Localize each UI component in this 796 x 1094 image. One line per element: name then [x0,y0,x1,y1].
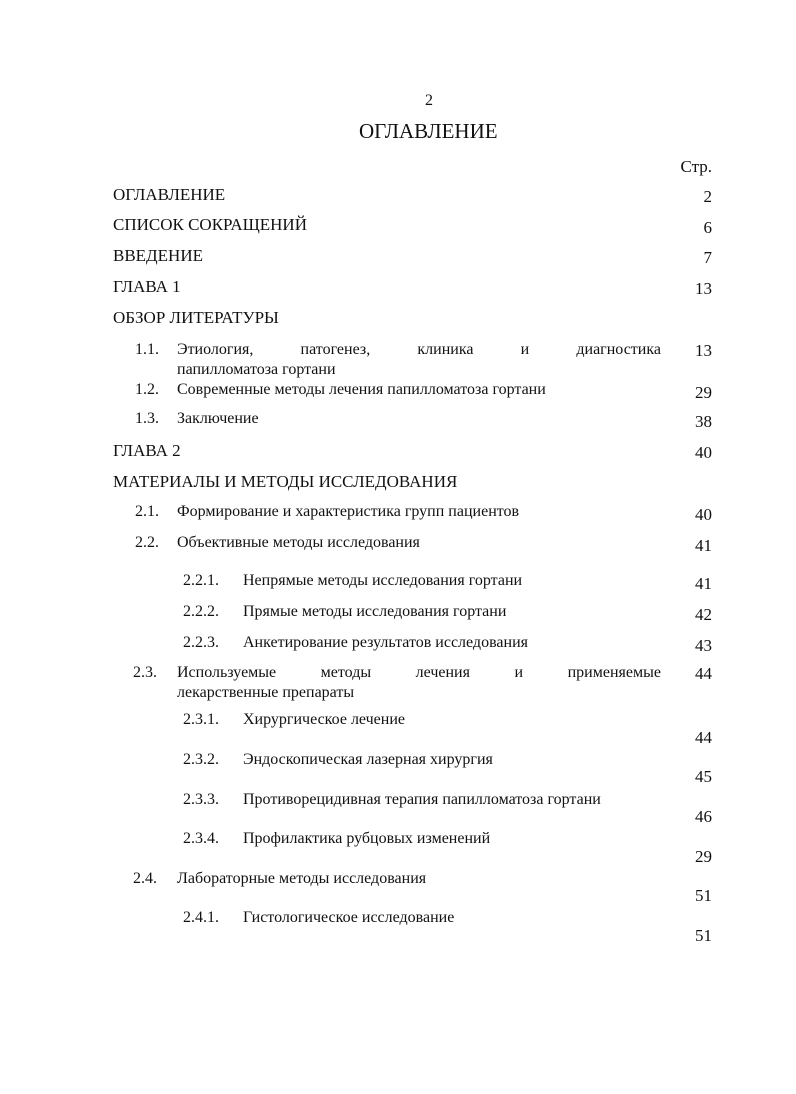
toc-entry-number: 2.3.3. [183,791,219,808]
toc-page-number: 51 [695,886,712,905]
toc-page-number: 7 [703,248,712,267]
toc-entry-title: МАТЕРИАЛЫ И МЕТОДЫ ИССЛЕДОВАНИЯ [113,472,458,491]
toc-entry-title-justified [177,342,661,358]
toc-word: диагностика [576,341,661,358]
toc-page-number: 51 [695,926,712,945]
toc-entry-title: Противорецидивная терапия папилломатоза гортани [243,791,601,808]
toc-entry-number: 2.2. [135,534,159,551]
toc-entry-number: 2.2.3. [183,634,219,651]
toc-page-number: 45 [695,767,712,786]
toc-word: и [514,664,524,681]
toc-title: ОГЛАВЛЕНИЕ [359,119,498,143]
toc-entry-title: Непрямые методы исследования гортани [243,572,523,589]
page-number: 2 [425,92,433,109]
toc-entry-title: ГЛАВА 1 [113,277,181,296]
toc-word: применяемые [567,664,661,681]
toc-word: клиника [417,341,474,358]
toc-entry-title: Эндоскопическая лазерная хирургия [243,751,493,768]
toc-entry-title-line2: лекарственные препараты [177,684,355,701]
toc-page-number: 41 [695,536,712,555]
toc-entry-number: 2.3. [133,664,157,681]
toc-page-number: 29 [695,383,712,402]
toc-page-number: 44 [695,728,712,747]
toc-entry-number: 1.2. [135,381,159,398]
toc-word: патогенез, [300,341,371,358]
toc-entry-title: Формирование и характеристика групп пациентов [177,503,520,520]
toc-entry-title-line2: папилломатоза гортани [177,361,336,378]
toc-entry-title: Профилактика рубцовых изменений [243,830,491,847]
toc-entry-number: 2.3.2. [183,751,219,768]
toc-entry-number: 2.1. [135,503,159,520]
toc-page-number: 29 [695,847,712,866]
toc-entry-title: ГЛАВА 2 [113,441,181,460]
toc-entry-title: Объективные методы исследования [177,534,420,551]
toc-entry-title: Лабораторные методы исследования [177,870,427,887]
toc-page-number: 38 [695,412,712,431]
toc-entry-title-justified [177,665,661,681]
toc-entry-title: Гистологическое исследование [243,909,455,926]
toc-word: лечения [415,664,470,681]
toc-entry-number: 1.1. [135,341,159,358]
toc-page-number: 42 [695,605,712,624]
toc-page-number: 2 [703,187,712,206]
toc-word: методы [320,664,372,681]
toc-page-number: 40 [695,443,712,462]
page-column-label: Стр. [680,157,712,176]
toc-entry-number: 2.2.1. [183,572,219,589]
toc-word: Этиология, [177,341,254,358]
toc-entry-title: Современные методы лечения папилломатоза гортани [177,381,546,398]
toc-entry-title: ОБЗОР ЛИТЕРАТУРЫ [113,308,279,327]
toc-entry-number: 2.4. [133,870,157,887]
toc-entry-title: Прямые методы исследования гортани [243,603,507,620]
toc-page-number: 44 [695,664,712,683]
toc-word: и [520,341,530,358]
toc-entry-number: 2.3.4. [183,830,219,847]
toc-entry-title: Анкетирование результатов исследования [243,634,528,651]
toc-entry-title: ОГЛАВЛЕНИЕ [113,185,226,204]
toc-entry-number: 1.3. [135,410,159,427]
toc-page-number: 46 [695,807,712,826]
toc-word: Используемые [177,664,277,681]
toc-entry-title: Хирургическое лечение [243,711,405,728]
toc-page-number: 41 [695,574,712,593]
toc-page-number: 13 [695,341,712,360]
toc-page-number: 43 [695,636,712,655]
toc-page-number: 40 [695,505,712,524]
toc-page-number: 6 [703,218,712,237]
toc-entry-number: 2.2.2. [183,603,219,620]
toc-entry-title: Заключение [177,410,259,427]
toc-entry-title: ВВЕДЕНИЕ [113,246,203,265]
toc-page-number: 13 [695,279,712,298]
toc-entry-number: 2.3.1. [183,711,219,728]
toc-entry-number: 2.4.1. [183,909,219,926]
toc-entry-title: СПИСОК СОКРАЩЕНИЙ [113,215,307,234]
